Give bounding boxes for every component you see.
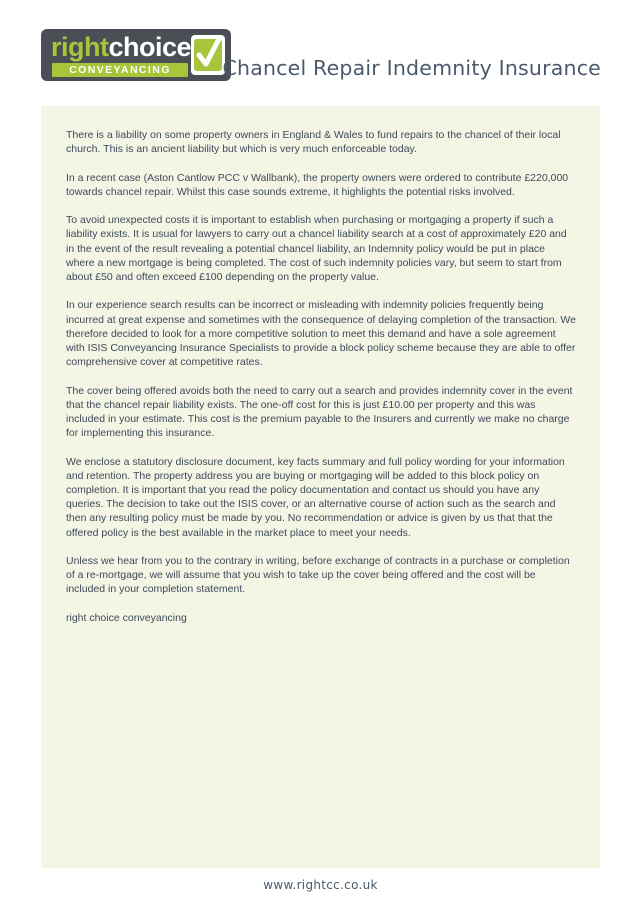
checkmark-icon xyxy=(191,35,225,75)
logo-word-right: right xyxy=(51,32,109,62)
paragraph: Unless we hear from you to the contrary in writing, before exchange of contracts in a purchase or completion of a re-mortgage, we will assume that you wish to take up the cover being offered and the cost will be included in your completion statement. xyxy=(66,555,570,596)
company-logo xyxy=(41,29,231,81)
logo-wordmark xyxy=(51,31,191,63)
paragraph: To avoid unexpected costs it is important to establish when purchasing or mortgaging a property if such a liability exists. It is usual for lawyers to carry out a chancel liability search at a cost of approximately £20 and in the event of the result revealing a potential chancel liability, an Indemnity policy would be put in place where a new mortgage is being completed. The cost of such indemnity policies vary, but seem to start from about £50 and often exceed £100 depending on the property value. xyxy=(66,214,567,283)
signature-line: right choice conveyancing xyxy=(66,611,187,624)
letter-body xyxy=(66,128,576,639)
page-title: Chancel Repair Indemnity Insurance xyxy=(222,56,601,80)
paragraph: The cover being offered avoids both the need to carry out a search and provides indemnity cover in the event that the chancel repair liability exists. The one-off cost for this is just £10.00 per property and this was included in your estimate. This cost is the premium payable to the Insurers and currently we make no charge for implementing this insurance. xyxy=(66,384,573,440)
logo-word-choice: choice xyxy=(108,32,192,62)
paragraph: There is a liability on some property owners in England & Wales to fund repairs to the chancel of their local church. This is an ancient liability but which is very much enforceable today. xyxy=(66,129,561,156)
paragraph: In a recent case (Aston Cantlow PCC v Wallbank), the property owners were ordered to contribute £220,000 towards chancel repair. Whilst this case sounds extreme, it highlights the potential risks involved. xyxy=(66,171,569,198)
paragraph: In our experience search results can be incorrect or misleading with indemnity policies frequently being incurred at great expense and sometimes with the consequence of delaying completion of the transaction. We therefore decided to look for a more competitive solution to meet this demand and have a sole agreement with ISIS Conveyancing Insurance Specialists to provide a block policy scheme because they are able to offer comprehensive cover at competitive rates. xyxy=(66,299,576,369)
logo-tagline: CONVEYANCING xyxy=(52,63,188,77)
paragraph: We enclose a statutory disclosure document, key facts summary and full policy wording for your information and retention. The property address you are buying or mortgaging will be added to this block policy on completion. It is important that you read the policy documentation and contact us should you have any queries. The decision to take out the ISIS cover, or an alternative course of action such as the search and then any resulting policy must be made by you. No recommendation or advice is given by us that that the offered policy is the best available in the market place to meet your needs. xyxy=(66,455,565,539)
content-panel xyxy=(41,106,600,868)
footer-website-link[interactable]: www.rightcc.co.uk xyxy=(263,878,378,892)
